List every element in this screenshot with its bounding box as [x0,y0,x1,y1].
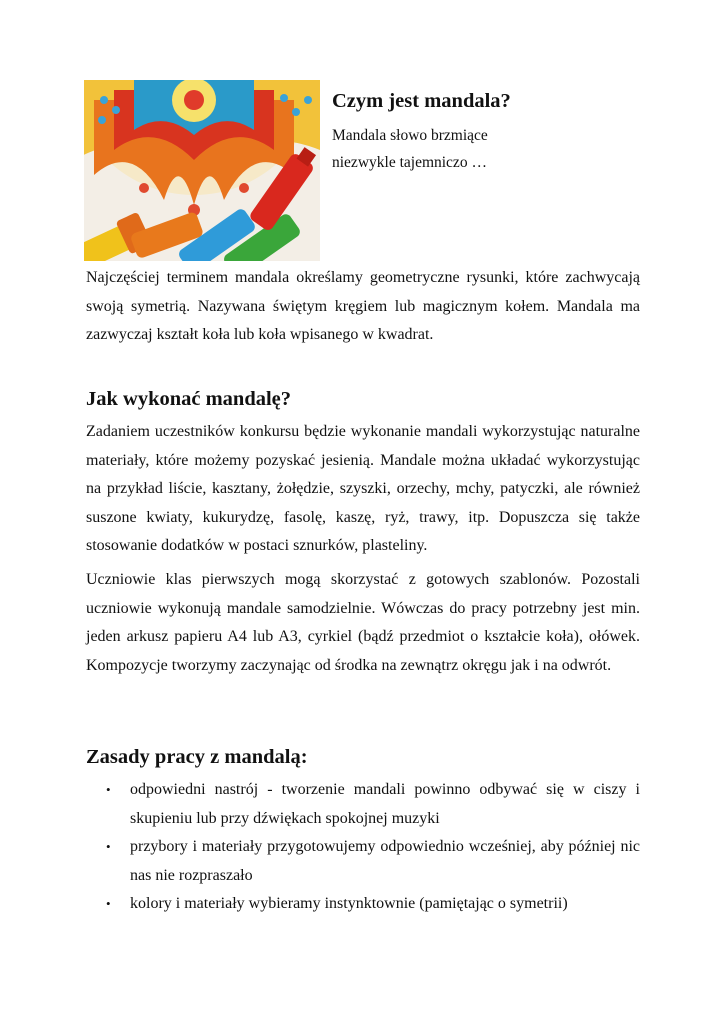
rule-text: przybory i materiały przygotowujemy odpowiednio wcześniej, aby później nic nas nie rozpraszało [130,838,640,884]
section-rules-title: Zasady pracy z mandalą: [86,746,308,768]
intro-line-2: niezwykle tajemniczo … [332,154,487,171]
rule-text: odpowiedni nastrój - tworzenie mandali powinno odbywać się w ciszy i skupieniu lub przy dźwiękach spokojnej muzyki [130,781,640,827]
mandala-photo [84,80,320,261]
definition-paragraph: Najczęściej terminem mandala określamy geometryczne rysunki, które zachwycają swoją symetrią. Nazywana świętym kręgiem lub magicznym kołem. Mandala ma zazwyczaj kształt koła lub koła wpisanego w kwadrat. [86,269,640,344]
bullet-icon: • [106,839,111,855]
rules-list [86,776,640,919]
section-how-title: Jak wykonać mandalę? [86,388,292,410]
rule-text: kolory i materiały wybieramy instynktownie (pamiętając o symetrii) [130,895,568,913]
list-item [86,890,640,919]
intro-block [332,88,632,176]
intro-line-1: Mandala słowo brzmiące [332,127,488,144]
intro-title: Czym jest mandala? [332,90,511,112]
instructions-paragraph: Uczniowie klas pierwszych mogą skorzystać z gotowych szablonów. Pozostali uczniowie wykonują mandale samodzielnie. Wówczas do pracy potrzebny jest min. jeden arkusz papieru A4 lub A3, cyrkiel (bądź przedmiot o kształcie koła), ołówek. Kompozycje tworzymy zaczynając od środka na zewnątrz okręgu jak i na odwrót. [86,571,640,674]
list-item [86,833,640,890]
bullet-icon: • [106,782,111,797]
list-item [86,776,640,833]
bullet-icon: • [106,896,111,912]
materials-paragraph: Zadaniem uczestników konkursu będzie wykonanie mandali wykorzystując naturalne materiały, które możemy pozyskać jesienią. Mandale można układać wykorzystując na przykład liście, kasztany, żołędzie, szyszki, orzechy, mchy, patyczki, ale również suszone kwiaty, kukurydzę, fasolę, kaszę, ryż, trawy, itp. Dopuszcza się także stosowanie dodatków w postaci sznurków, plasteliny. [86,423,640,555]
